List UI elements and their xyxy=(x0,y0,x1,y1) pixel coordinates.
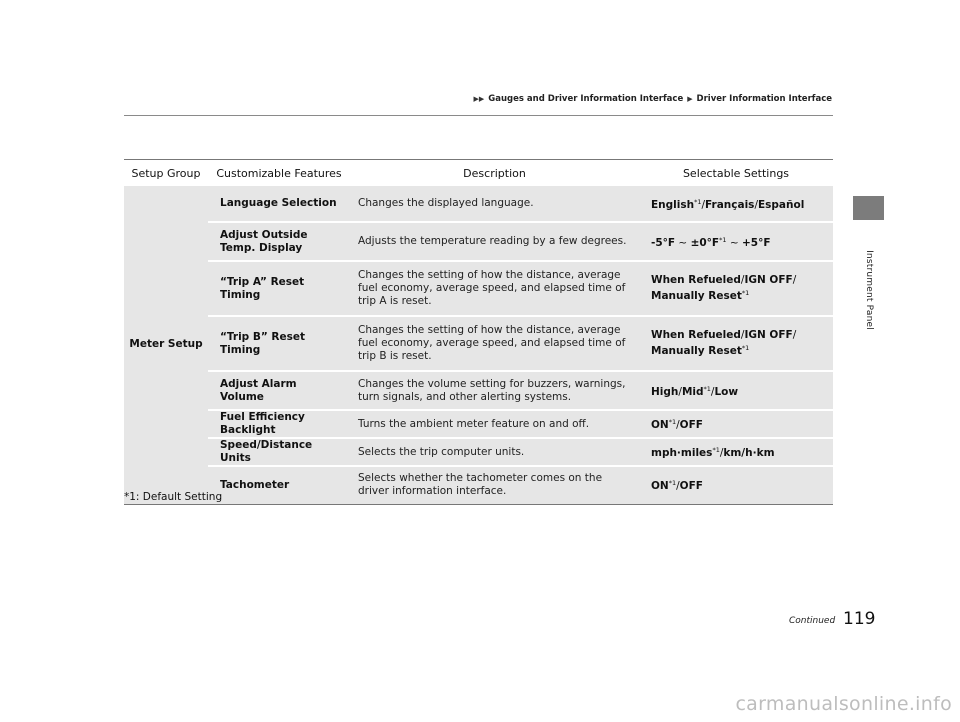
breadcrumb-subsection: Driver Information Interface xyxy=(696,94,832,104)
settings-separator: / xyxy=(740,329,745,341)
description-cell: Selects whether the tachometer comes on the driver information interface. xyxy=(350,466,639,504)
settings-cell xyxy=(639,466,833,504)
settings-cell xyxy=(639,316,833,371)
description-cell: Changes the displayed language. xyxy=(350,186,639,222)
settings-separator: / xyxy=(792,274,797,286)
table-row xyxy=(124,316,833,371)
settings-cell xyxy=(639,371,833,410)
feature-cell: “Trip A” Reset Timing xyxy=(208,261,350,316)
settings-table xyxy=(124,159,833,505)
settings-cell xyxy=(639,186,833,222)
settings-cell xyxy=(639,222,833,261)
table-row xyxy=(124,261,833,316)
default-marker: *1 xyxy=(703,384,711,393)
setting-option: Manually Reset xyxy=(651,345,742,357)
setting-option: Low xyxy=(714,385,739,398)
header-rule xyxy=(124,115,833,116)
settings-cell xyxy=(639,410,833,438)
setting-option: English xyxy=(651,198,695,211)
setting-option: Español xyxy=(757,198,805,211)
setting-option: mph·miles xyxy=(651,447,713,459)
settings-separator: / xyxy=(754,198,758,211)
setting-option: Mid xyxy=(681,385,704,398)
feature-cell: Adjust Outside Temp. Display xyxy=(208,222,350,261)
breadcrumb-separator-icon: ▶ xyxy=(687,95,693,103)
setting-option: IGN OFF xyxy=(744,274,793,286)
default-marker: *1 xyxy=(694,197,702,206)
table-row xyxy=(124,466,833,504)
feature-cell: Language Selection xyxy=(208,186,350,222)
description-cell: Changes the volume setting for buzzers, warnings, turn signals, and other alerting systems. xyxy=(350,371,639,410)
table-body xyxy=(124,186,833,504)
footnote: *1: Default Setting xyxy=(124,491,223,503)
settings-separator: ~ xyxy=(726,236,742,249)
setting-option: When Refueled xyxy=(651,274,741,286)
setting-option: IGN OFF xyxy=(744,329,793,341)
default-marker: *1 xyxy=(668,418,677,426)
settings-separator: / xyxy=(678,385,682,398)
description-cell: Changes the setting of how the distance, average fuel economy, average speed, and elapsed time of trip A is reset. xyxy=(350,261,639,316)
settings-separator: / xyxy=(710,385,715,398)
default-marker: *1 xyxy=(741,289,750,297)
settings-separator: / xyxy=(719,447,724,459)
table-row xyxy=(124,438,833,466)
default-marker: *1 xyxy=(712,446,720,454)
description-cell: Changes the setting of how the distance, average fuel economy, average speed, and elapsed time of trip B is reset. xyxy=(350,316,639,371)
setting-option: Français xyxy=(705,198,755,211)
feature-cell: “Trip B” Reset Timing xyxy=(208,316,350,371)
continued-label: Continued xyxy=(789,616,836,626)
description-cell: Adjusts the temperature reading by a few degrees. xyxy=(350,222,639,261)
setting-option: ON xyxy=(651,419,669,431)
default-marker: *1 xyxy=(719,235,727,244)
description-cell: Selects the trip computer units. xyxy=(350,438,639,466)
breadcrumb xyxy=(473,94,832,104)
settings-separator: / xyxy=(701,198,706,211)
header-description: Description xyxy=(350,160,639,187)
default-marker: *1 xyxy=(668,479,677,488)
breadcrumb-arrows-icon: ▶▶ xyxy=(473,95,485,103)
table-row xyxy=(124,186,833,222)
settings-cell xyxy=(639,261,833,316)
settings-separator: / xyxy=(676,419,680,431)
feature-cell: Speed/Distance Units xyxy=(208,438,350,466)
description-cell: Turns the ambient meter feature on and off. xyxy=(350,410,639,438)
setting-option: OFF xyxy=(679,480,703,493)
settings-separator: / xyxy=(676,480,680,493)
feature-cell: Adjust Alarm Volume xyxy=(208,371,350,410)
table-row xyxy=(124,371,833,410)
table-row xyxy=(124,410,833,438)
setup-group-cell: Meter Setup xyxy=(124,186,208,504)
default-marker: *1 xyxy=(741,344,750,352)
breadcrumb-section: Gauges and Driver Information Interface xyxy=(488,94,684,104)
settings-separator: ~ xyxy=(675,236,691,249)
settings-table-container xyxy=(124,159,833,505)
setting-option: +5°F xyxy=(741,236,771,249)
setting-option: ±0°F xyxy=(690,236,720,249)
setting-option: When Refueled xyxy=(651,329,741,341)
header-customizable-features: Customizable Features xyxy=(208,160,350,187)
header-setup-group: Setup Group xyxy=(124,160,208,187)
setting-option: Manually Reset xyxy=(651,290,742,302)
chapter-tab-label: Instrument Panel xyxy=(864,250,874,330)
feature-cell: Tachometer xyxy=(208,466,350,504)
setting-option: High xyxy=(651,385,679,398)
watermark: carmanualsonline.info xyxy=(735,693,952,715)
page-number: 119 xyxy=(843,609,876,629)
chapter-tab-marker xyxy=(853,196,884,220)
table-row xyxy=(124,222,833,261)
setting-option: -5°F xyxy=(651,236,676,249)
settings-cell xyxy=(639,438,833,466)
setting-option: km/h·km xyxy=(723,447,775,459)
settings-separator: / xyxy=(792,329,797,341)
header-selectable-settings: Selectable Settings xyxy=(639,160,833,187)
settings-separator: / xyxy=(740,274,745,286)
feature-cell: Fuel Efficiency Backlight xyxy=(208,410,350,438)
setting-option: OFF xyxy=(679,419,703,431)
setting-option: ON xyxy=(651,480,669,493)
table-header-row xyxy=(124,160,833,187)
